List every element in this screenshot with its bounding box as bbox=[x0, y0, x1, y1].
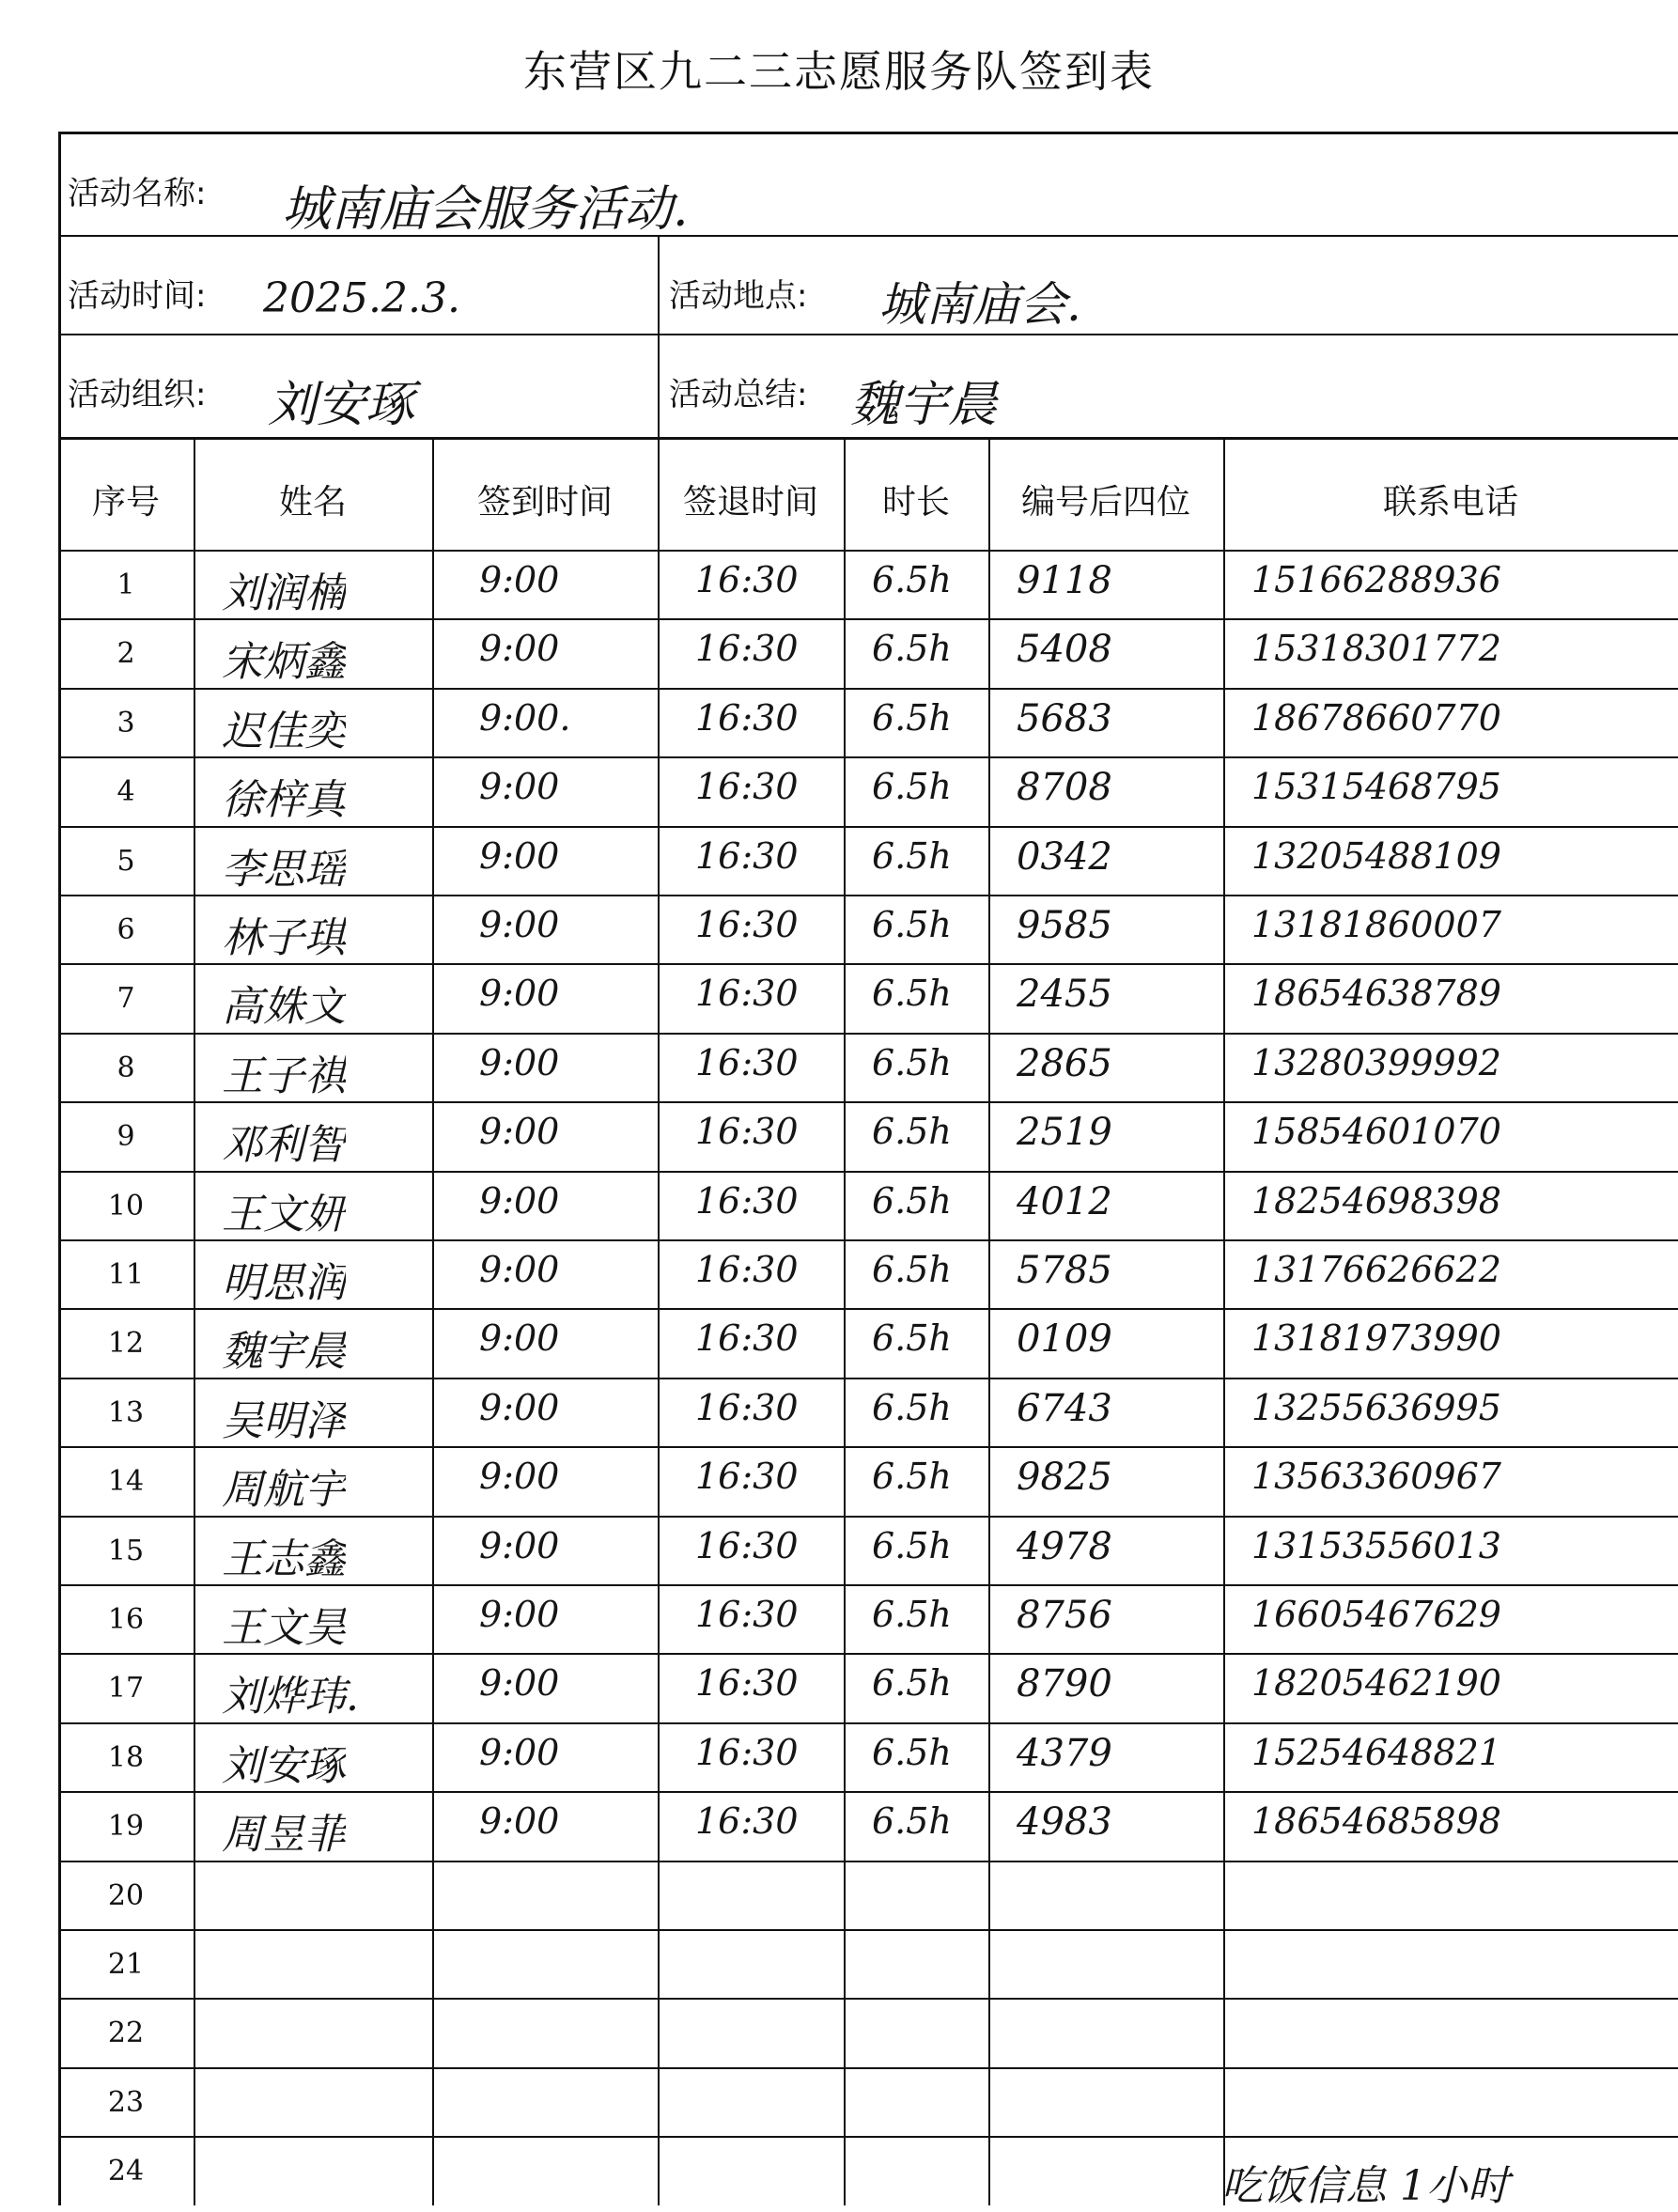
cell-code: 5683 bbox=[1017, 696, 1112, 740]
cell-code: 8790 bbox=[1017, 1662, 1112, 1706]
activity-org-label: 活动组织: bbox=[68, 376, 207, 413]
cell-name: 徐梓真 bbox=[222, 776, 346, 825]
cell-in: 9:00 bbox=[479, 904, 560, 945]
cell-out: 16:30 bbox=[695, 1386, 799, 1428]
cell-out: 16:30 bbox=[695, 1524, 799, 1566]
row-divider bbox=[58, 1998, 1678, 2000]
cell-out: 16:30 bbox=[695, 696, 799, 739]
activity-time-label: 活动时间: bbox=[68, 277, 207, 315]
header-divider bbox=[58, 550, 1678, 552]
cell-code: 4379 bbox=[1017, 1731, 1112, 1775]
cell-in: 9:00 bbox=[479, 559, 560, 600]
column-header: 签到时间 bbox=[476, 483, 613, 522]
row-number: 17 bbox=[107, 1672, 145, 1706]
cell-dur: 6.5h bbox=[872, 559, 952, 600]
cell-out: 16:30 bbox=[695, 1317, 799, 1360]
cell-name: 刘润楠 bbox=[222, 569, 346, 617]
row-divider bbox=[58, 1171, 1678, 1173]
cell-out: 16:30 bbox=[695, 1594, 799, 1635]
cell-name: 迟佳奕 bbox=[222, 707, 346, 756]
cell-dur: 6.5h bbox=[872, 1041, 952, 1083]
cell-phone: 18654685898 bbox=[1251, 1800, 1501, 1843]
cell-out: 16:30 bbox=[695, 834, 799, 877]
cell-phone: 18678660770 bbox=[1251, 696, 1501, 739]
cell-out: 16:30 bbox=[695, 1179, 799, 1222]
cell-phone: 13153556013 bbox=[1251, 1524, 1501, 1566]
cell-phone: 13205488109 bbox=[1251, 834, 1501, 877]
cell-in: 9:00 bbox=[479, 628, 560, 670]
cell-name: 王子祺 bbox=[222, 1051, 346, 1100]
column-header: 联系电话 bbox=[1382, 483, 1518, 522]
cell-name: 刘安琢 bbox=[222, 1741, 346, 1790]
cell-in: 9:00 bbox=[479, 1386, 560, 1428]
activity-place-value: 城南庙会. bbox=[878, 277, 1081, 332]
cell-code: 8756 bbox=[1017, 1594, 1112, 1637]
cell-out: 16:30 bbox=[695, 904, 799, 945]
row-number: 13 bbox=[107, 1395, 145, 1429]
cell-code: 9825 bbox=[1017, 1456, 1112, 1500]
row-number: 15 bbox=[107, 1534, 145, 1567]
row-divider bbox=[58, 826, 1678, 828]
cell-out: 16:30 bbox=[695, 766, 799, 808]
column-divider bbox=[432, 440, 434, 2205]
activity-time-value: 2025.2.3. bbox=[263, 274, 460, 322]
column-header: 姓名 bbox=[278, 483, 347, 522]
cell-phone: 16605467629 bbox=[1251, 1594, 1501, 1635]
cell-dur: 6.5h bbox=[872, 1111, 952, 1153]
cell-in: 9:00. bbox=[479, 696, 571, 739]
row-number: 3 bbox=[117, 706, 135, 740]
cell-out: 16:30 bbox=[695, 559, 799, 600]
cell-phone: 18654638789 bbox=[1251, 973, 1501, 1015]
column-divider bbox=[658, 440, 660, 2205]
cell-out: 16:30 bbox=[695, 1041, 799, 1083]
cell-dur: 6.5h bbox=[872, 696, 952, 739]
cell-in: 9:00 bbox=[479, 1800, 560, 1843]
cell-dur: 6.5h bbox=[872, 1386, 952, 1428]
row-number: 5 bbox=[117, 844, 135, 878]
cell-dur: 6.5h bbox=[872, 1662, 952, 1705]
cell-dur: 6.5h bbox=[872, 1179, 952, 1222]
row-divider bbox=[58, 1861, 1678, 1862]
cell-name: 王志鑫 bbox=[222, 1534, 346, 1583]
row-number: 18 bbox=[107, 1740, 145, 1774]
cell-name: 李思瑶 bbox=[222, 845, 346, 894]
row-number: 12 bbox=[107, 1327, 145, 1361]
cell-in: 9:00 bbox=[479, 1662, 560, 1705]
cell-code: 2865 bbox=[1017, 1041, 1112, 1085]
column-header: 序号 bbox=[91, 483, 160, 522]
cell-dur: 6.5h bbox=[872, 628, 952, 670]
cell-code: 0342 bbox=[1017, 834, 1112, 879]
cell-name: 明思润 bbox=[222, 1259, 346, 1307]
cell-in: 9:00 bbox=[479, 973, 560, 1015]
cell-name: 吴明泽 bbox=[222, 1396, 346, 1445]
row-number: 20 bbox=[107, 1878, 145, 1912]
row-number: 10 bbox=[107, 1189, 145, 1223]
cell-in: 9:00 bbox=[479, 1594, 560, 1635]
row-number: 14 bbox=[107, 1465, 145, 1499]
cell-name: 刘烨玮. bbox=[222, 1673, 359, 1721]
row-number: 6 bbox=[117, 913, 135, 946]
cell-name: 王文昊 bbox=[222, 1604, 346, 1652]
row-number: 19 bbox=[107, 1810, 145, 1844]
cell-name: 宋炳鑫 bbox=[222, 638, 346, 687]
cell-dur: 6.5h bbox=[872, 1594, 952, 1635]
cell-dur: 6.5h bbox=[872, 834, 952, 877]
row-number: 4 bbox=[117, 775, 135, 809]
activity-place-label: 活动地点: bbox=[669, 277, 808, 315]
cell-dur: 6.5h bbox=[872, 1731, 952, 1773]
cell-out: 16:30 bbox=[695, 628, 799, 670]
column-divider bbox=[1223, 440, 1225, 2205]
row-number: 8 bbox=[117, 1051, 135, 1084]
cell-phone: 18205462190 bbox=[1251, 1662, 1501, 1705]
activity-org-value: 刘安琢 bbox=[268, 377, 415, 433]
cell-phone: 18254698398 bbox=[1251, 1179, 1501, 1222]
cell-name: 周航宇 bbox=[222, 1466, 346, 1515]
row-number: 11 bbox=[107, 1258, 145, 1291]
row-number: 22 bbox=[107, 2017, 145, 2050]
column-header: 时长 bbox=[881, 483, 950, 522]
cell-out: 16:30 bbox=[695, 1662, 799, 1705]
row-number: 23 bbox=[107, 2085, 145, 2119]
cell-phone: 13181973990 bbox=[1251, 1317, 1501, 1360]
cell-phone: 13280399992 bbox=[1251, 1041, 1501, 1083]
divider bbox=[58, 437, 1678, 440]
row-number: 24 bbox=[107, 2155, 145, 2189]
cell-code: 2455 bbox=[1017, 973, 1112, 1017]
cell-name: 高姝文 bbox=[222, 983, 346, 1032]
border-top bbox=[58, 132, 1678, 134]
cell-in: 9:00 bbox=[479, 834, 560, 877]
row-number: 21 bbox=[107, 1948, 145, 1981]
cell-out: 16:30 bbox=[695, 973, 799, 1015]
cell-out: 16:30 bbox=[695, 1800, 799, 1843]
cell-dur: 6.5h bbox=[872, 1800, 952, 1843]
column-header: 编号后四位 bbox=[1020, 483, 1190, 522]
activity-summary-label: 活动总结: bbox=[669, 376, 808, 413]
cell-phone: 15166288936 bbox=[1251, 559, 1501, 600]
row-number: 7 bbox=[117, 982, 135, 1016]
cell-code: 8708 bbox=[1017, 766, 1112, 810]
cell-name: 周昱菲 bbox=[222, 1811, 346, 1860]
cell-out: 16:30 bbox=[695, 1111, 799, 1153]
column-divider bbox=[844, 440, 846, 2205]
row-number: 9 bbox=[117, 1120, 135, 1154]
cell-in: 9:00 bbox=[479, 1731, 560, 1773]
cell-code: 4983 bbox=[1017, 1800, 1112, 1845]
cell-out: 16:30 bbox=[695, 1456, 799, 1498]
cell-in: 9:00 bbox=[479, 1179, 560, 1222]
cell-code: 5785 bbox=[1017, 1249, 1112, 1292]
cell-dur: 6.5h bbox=[872, 1456, 952, 1498]
cell-phone: 15854601070 bbox=[1251, 1111, 1501, 1153]
row-number: 16 bbox=[107, 1603, 145, 1636]
cell-dur: 6.5h bbox=[872, 1249, 952, 1290]
cell-phone: 15318301772 bbox=[1251, 628, 1501, 670]
row-number: 1 bbox=[117, 569, 135, 601]
cell-in: 9:00 bbox=[479, 1111, 560, 1153]
cell-in: 9:00 bbox=[479, 1456, 560, 1498]
activity-name-value: 城南庙会服务活动. bbox=[282, 181, 689, 238]
cell-in: 9:00 bbox=[479, 1524, 560, 1566]
row-divider bbox=[58, 1929, 1678, 1931]
cell-out: 16:30 bbox=[695, 1249, 799, 1290]
cell-dur: 6.5h bbox=[872, 904, 952, 945]
page-title: 东营区九二三志愿服务队签到表 bbox=[523, 46, 1155, 97]
cell-phone: 15315468795 bbox=[1251, 766, 1501, 808]
row-number: 2 bbox=[117, 637, 135, 671]
cell-code: 2519 bbox=[1017, 1111, 1112, 1155]
cell-in: 9:00 bbox=[479, 766, 560, 808]
cell-name: 邓利智 bbox=[222, 1121, 346, 1170]
cell-phone: 15254648821 bbox=[1251, 1731, 1501, 1773]
cell-out: 16:30 bbox=[695, 1731, 799, 1773]
activity-summary-value: 魏宇晨 bbox=[850, 377, 998, 433]
row-divider bbox=[58, 2136, 1678, 2138]
footer-note: 吃饭信息 1小时 bbox=[1221, 2162, 1509, 2210]
cell-dur: 6.5h bbox=[872, 973, 952, 1015]
divider bbox=[58, 334, 1678, 335]
cell-name: 林子琪 bbox=[222, 914, 346, 962]
column-divider bbox=[988, 440, 990, 2205]
column-header: 签退时间 bbox=[682, 483, 818, 522]
cell-phone: 13563360967 bbox=[1251, 1456, 1501, 1498]
activity-name-label: 活动名称: bbox=[68, 175, 207, 212]
cell-code: 5408 bbox=[1017, 628, 1112, 672]
cell-code: 9118 bbox=[1017, 559, 1112, 602]
cell-code: 6743 bbox=[1017, 1386, 1112, 1430]
row-divider bbox=[58, 1516, 1678, 1518]
cell-name: 魏宇晨 bbox=[222, 1328, 346, 1377]
cell-dur: 6.5h bbox=[872, 1524, 952, 1566]
cell-phone: 13255636995 bbox=[1251, 1386, 1501, 1428]
cell-code: 0109 bbox=[1017, 1317, 1112, 1362]
cell-code: 4012 bbox=[1017, 1179, 1112, 1223]
cell-in: 9:00 bbox=[479, 1317, 560, 1360]
cell-code: 4978 bbox=[1017, 1524, 1112, 1568]
cell-in: 9:00 bbox=[479, 1041, 560, 1083]
row-divider bbox=[58, 2067, 1678, 2069]
cell-dur: 6.5h bbox=[872, 1317, 952, 1360]
cell-name: 王文妍 bbox=[222, 1190, 346, 1238]
cell-phone: 13181860007 bbox=[1251, 904, 1501, 945]
cell-phone: 13176626622 bbox=[1251, 1249, 1501, 1290]
column-divider bbox=[194, 440, 195, 2205]
cell-dur: 6.5h bbox=[872, 766, 952, 808]
cell-in: 9:00 bbox=[479, 1249, 560, 1290]
cell-code: 9585 bbox=[1017, 904, 1112, 947]
